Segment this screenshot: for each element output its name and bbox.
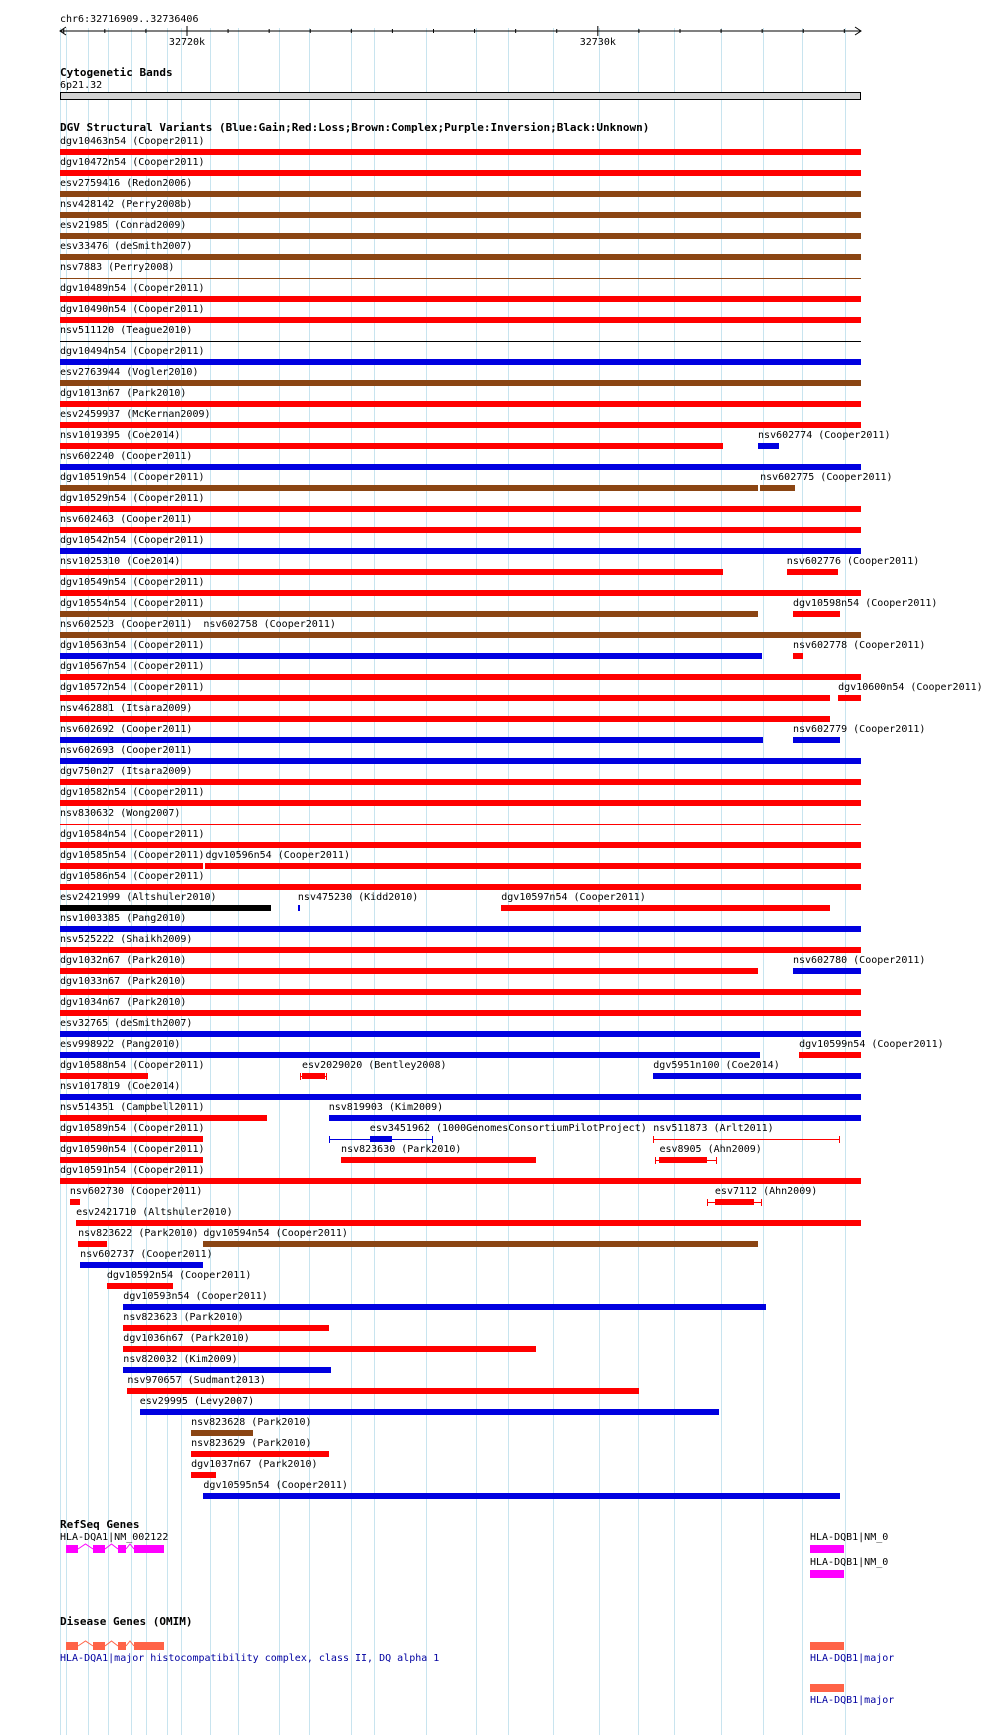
exon-block xyxy=(93,1545,105,1553)
variant-label[interactable]: nsv602780 (Cooper2011) xyxy=(792,955,926,966)
variant-label[interactable]: dgv10572n54 (Cooper2011) xyxy=(60,682,205,693)
variant-label[interactable]: nsv602758 (Cooper2011) xyxy=(203,619,336,630)
variant-label[interactable]: dgv10529n54 (Cooper2011) xyxy=(60,493,205,504)
variant-bar[interactable] xyxy=(60,1052,760,1058)
variant-bar[interactable] xyxy=(60,170,861,176)
variant-label[interactable]: nsv823623 (Park2010) xyxy=(123,1312,244,1323)
variant-bar[interactable] xyxy=(60,926,861,932)
variant-label[interactable]: nsv602774 (Cooper2011) xyxy=(758,430,891,441)
variant-bar[interactable] xyxy=(60,989,861,995)
variant-bar[interactable] xyxy=(76,1220,861,1226)
variant-label[interactable]: nsv462881 (Itsara2009) xyxy=(60,703,193,714)
variant-label[interactable]: nsv970657 (Sudmant2013) xyxy=(127,1375,266,1386)
variant-bar[interactable] xyxy=(60,359,861,365)
refseq-gene-model[interactable] xyxy=(810,1543,930,1555)
variant-bar[interactable] xyxy=(60,1031,861,1037)
variant-label[interactable]: nsv525222 (Shaikh2009) xyxy=(60,934,193,945)
variant-bar[interactable] xyxy=(787,569,838,575)
variant-bar[interactable] xyxy=(758,443,779,449)
variant-bar[interactable] xyxy=(191,1451,329,1457)
variant-bar[interactable] xyxy=(60,905,271,911)
variant-label[interactable]: nsv819903 (Kim2009) xyxy=(328,1102,444,1113)
variant-bar[interactable] xyxy=(60,1094,861,1100)
variant-label[interactable]: dgv10594n54 (Cooper2011) xyxy=(203,1228,348,1239)
variant-label[interactable]: dgv1013n67 (Park2010) xyxy=(60,388,187,399)
variant-label[interactable]: esv2763944 (Vogler2010) xyxy=(60,367,199,378)
variant-bar[interactable] xyxy=(659,1157,706,1163)
variant-bar[interactable] xyxy=(60,569,723,575)
variant-bar[interactable] xyxy=(203,1493,840,1499)
variant-label[interactable]: dgv10519n54 (Cooper2011) xyxy=(60,472,205,483)
variant-label[interactable]: dgv10494n54 (Cooper2011) xyxy=(60,346,205,357)
omim-gene-model[interactable] xyxy=(810,1682,930,1694)
variant-label[interactable]: esv2421710 (Altshuler2010) xyxy=(76,1207,233,1218)
variant-label[interactable]: nsv820032 (Kim2009) xyxy=(123,1354,238,1365)
variant-label[interactable]: dgv10489n54 (Cooper2011) xyxy=(60,283,205,294)
variant-bar[interactable] xyxy=(60,506,861,512)
variant-label[interactable]: dgv10549n54 (Cooper2011) xyxy=(60,577,205,588)
variant-label[interactable]: dgv10590n54 (Cooper2011) xyxy=(60,1144,205,1155)
exon-block xyxy=(66,1545,78,1553)
grid-line xyxy=(279,28,280,1735)
grid-line xyxy=(476,28,477,1735)
refseq-gene-model[interactable] xyxy=(60,1543,180,1555)
intron-line xyxy=(126,1544,134,1549)
variant-bar[interactable] xyxy=(60,278,861,279)
variant-label[interactable]: dgv10472n54 (Cooper2011) xyxy=(60,157,205,168)
variant-bar[interactable] xyxy=(60,824,861,825)
variant-bar[interactable] xyxy=(760,485,795,491)
variant-bar[interactable] xyxy=(60,254,861,260)
variant-label[interactable]: nsv602775 (Cooper2011) xyxy=(760,472,893,483)
exon-block xyxy=(810,1545,844,1553)
variant-label[interactable]: nsv602778 (Cooper2011) xyxy=(792,640,926,651)
variant-bar[interactable] xyxy=(60,296,861,302)
variant-label[interactable]: esv2759416 (Redon2006) xyxy=(60,178,193,189)
variant-label[interactable]: esv2459937 (McKernan2009) xyxy=(60,409,211,420)
variant-label[interactable]: dgv10585n54 (Cooper2011) xyxy=(60,850,205,861)
variant-bar[interactable] xyxy=(60,968,758,974)
omim-track-title: Disease Genes (OMIM) xyxy=(60,1615,193,1628)
variant-bar[interactable] xyxy=(60,611,758,617)
refseq-gene-label[interactable]: HLA-DQB1|NM_0 xyxy=(810,1557,889,1568)
variant-label[interactable]: esv7112 (Ahn2009) xyxy=(714,1186,818,1197)
grid-line xyxy=(599,28,600,1735)
variant-label[interactable]: dgv10567n54 (Cooper2011) xyxy=(60,661,205,672)
variant-bar[interactable] xyxy=(793,611,840,617)
refseq-track-title: RefSeq Genes xyxy=(60,1518,140,1531)
omim-gene-model[interactable] xyxy=(60,1640,180,1652)
variant-bar[interactable] xyxy=(205,863,861,869)
variant-label[interactable]: dgv10597n54 (Cooper2011) xyxy=(501,892,646,903)
variant-label[interactable]: dgv10595n54 (Cooper2011) xyxy=(203,1480,348,1491)
grid-line xyxy=(426,28,427,1735)
variant-bar[interactable] xyxy=(715,1199,754,1205)
variant-whisker-cap xyxy=(716,1157,717,1164)
variant-bar[interactable] xyxy=(501,905,830,911)
variant-label[interactable]: esv3451962 (1000GenomesConsortiumPilotProject) xyxy=(369,1123,647,1134)
variant-label[interactable]: dgv10588n54 (Cooper2011) xyxy=(60,1060,205,1071)
intron-line xyxy=(78,1544,93,1549)
variant-label[interactable]: dgv10554n54 (Cooper2011) xyxy=(60,598,205,609)
variant-bar[interactable] xyxy=(127,1388,638,1394)
variant-label[interactable]: dgv10600n54 (Cooper2011) xyxy=(838,682,983,693)
variant-label[interactable]: esv8905 (Ahn2009) xyxy=(659,1144,762,1155)
ruler-tick-label: 32720k xyxy=(168,37,206,48)
grid-line xyxy=(238,28,239,1735)
variant-label[interactable]: dgv5951n100 (Coe2014) xyxy=(653,1060,780,1071)
variant-bar[interactable] xyxy=(123,1304,766,1310)
grid-line xyxy=(802,28,803,1735)
variant-label[interactable]: nsv602692 (Cooper2011) xyxy=(60,724,193,735)
grid-line xyxy=(210,28,211,1735)
variant-bar[interactable] xyxy=(793,653,803,659)
variant-bar[interactable] xyxy=(123,1367,330,1373)
variant-label[interactable]: dgv10542n54 (Cooper2011) xyxy=(60,535,205,546)
variant-label[interactable]: nsv514351 (Campbell2011) xyxy=(60,1102,205,1113)
variant-bar[interactable] xyxy=(298,905,300,911)
variant-label[interactable]: nsv830632 (Wong2007) xyxy=(60,808,181,819)
variant-bar[interactable] xyxy=(799,1052,861,1058)
variant-label[interactable]: esv33476 (deSmith2007) xyxy=(60,241,193,252)
variant-label[interactable]: dgv10463n54 (Cooper2011) xyxy=(60,136,205,147)
variant-label[interactable]: nsv511120 (Teague2010) xyxy=(60,325,193,336)
variant-whisker-cap xyxy=(432,1136,433,1143)
variant-label[interactable]: nsv602730 (Cooper2011) xyxy=(69,1186,203,1197)
variant-label[interactable]: dgv10598n54 (Cooper2011) xyxy=(792,598,938,609)
variant-bar[interactable] xyxy=(140,1409,719,1415)
variant-label[interactable]: esv32765 (deSmith2007) xyxy=(60,1018,193,1029)
variant-bar[interactable] xyxy=(60,401,861,407)
grid-line xyxy=(553,28,554,1735)
variant-label[interactable]: nsv1003385 (Pang2010) xyxy=(60,913,187,924)
variant-label[interactable]: nsv1019395 (Coe2014) xyxy=(60,430,181,441)
intron-line xyxy=(78,1641,93,1646)
variant-label[interactable]: nsv602776 (Cooper2011) xyxy=(786,556,920,567)
variant-label[interactable]: dgv1037n67 (Park2010) xyxy=(191,1459,318,1470)
variant-bar[interactable] xyxy=(60,1157,203,1163)
exon-block xyxy=(118,1642,126,1650)
grid-line xyxy=(374,28,375,1735)
variant-label[interactable]: nsv475230 (Kidd2010) xyxy=(297,892,419,903)
variant-label[interactable]: nsv602463 (Cooper2011) xyxy=(60,514,193,525)
variant-bar[interactable] xyxy=(60,422,861,428)
variant-label[interactable]: nsv823622 (Park2010) xyxy=(78,1228,199,1239)
variant-whisker-cap xyxy=(326,1073,327,1080)
refseq-gene-model[interactable] xyxy=(810,1568,930,1580)
variant-bar[interactable] xyxy=(60,527,861,533)
variant-bar[interactable] xyxy=(60,716,830,722)
grid-line xyxy=(508,28,509,1735)
variant-label[interactable]: dgv10490n54 (Cooper2011) xyxy=(60,304,205,315)
variant-label[interactable]: dgv10582n54 (Cooper2011) xyxy=(60,787,205,798)
variant-bar[interactable] xyxy=(60,737,763,743)
variant-bar[interactable] xyxy=(60,653,762,659)
variant-bar[interactable] xyxy=(329,1115,861,1121)
variant-bar[interactable] xyxy=(203,1241,758,1247)
dgv-track-title: DGV Structural Variants (Blue:Gain;Red:Loss;Brown:Complex;Purple:Inversion;Black:Unknown) xyxy=(60,121,650,134)
grid-line xyxy=(351,28,352,1735)
variant-bar[interactable] xyxy=(123,1346,536,1352)
variant-bar[interactable] xyxy=(107,1283,173,1289)
ruler xyxy=(0,24,890,48)
variant-bar[interactable] xyxy=(60,485,758,491)
exon-block xyxy=(810,1684,844,1692)
variant-bar[interactable] xyxy=(60,632,861,638)
variant-bar[interactable] xyxy=(60,341,861,342)
variant-label[interactable]: esv998922 (Pang2010) xyxy=(60,1039,181,1050)
variant-whisker-cap xyxy=(300,1073,301,1080)
exon-block xyxy=(134,1545,164,1553)
variant-bar[interactable] xyxy=(60,464,861,470)
variant-bar[interactable] xyxy=(123,1325,328,1331)
variant-bar[interactable] xyxy=(60,590,861,596)
variant-label[interactable]: nsv1025310 (Coe2014) xyxy=(60,556,181,567)
variant-label[interactable]: nsv7883 (Perry2008) xyxy=(60,262,175,273)
omim-gene-label[interactable]: HLA-DQB1|major xyxy=(810,1695,895,1706)
variant-bar[interactable] xyxy=(370,1136,393,1142)
exon-block xyxy=(134,1642,164,1650)
variant-bar[interactable] xyxy=(793,968,861,974)
variant-label[interactable]: dgv10591n54 (Cooper2011) xyxy=(60,1165,205,1176)
variant-label[interactable]: dgv1034n67 (Park2010) xyxy=(60,997,187,1008)
variant-label[interactable]: nsv428142 (Perry2008b) xyxy=(60,199,193,210)
variant-bar[interactable] xyxy=(653,1139,840,1140)
variant-label[interactable]: dgv1032n67 (Park2010) xyxy=(60,955,187,966)
variant-bar[interactable] xyxy=(60,758,861,764)
intron-line xyxy=(105,1641,118,1646)
variant-whisker-cap xyxy=(329,1136,330,1143)
omim-gene-label[interactable]: HLA-DQA1|major histocompatibility complex, class II, DQ alpha 1 xyxy=(60,1653,440,1664)
variant-label[interactable]: dgv1033n67 (Park2010) xyxy=(60,976,187,987)
variant-bar[interactable] xyxy=(191,1430,253,1436)
omim-gene-model[interactable] xyxy=(810,1640,930,1652)
variant-bar[interactable] xyxy=(60,842,861,848)
variant-whisker-cap xyxy=(655,1157,656,1164)
variant-bar[interactable] xyxy=(70,1199,80,1205)
variant-label[interactable]: nsv602779 (Cooper2011) xyxy=(792,724,926,735)
variant-bar[interactable] xyxy=(60,1178,861,1184)
variant-label[interactable]: nsv602693 (Cooper2011) xyxy=(60,745,193,756)
variant-bar[interactable] xyxy=(60,1073,148,1079)
variant-label[interactable]: dgv10599n54 (Cooper2011) xyxy=(799,1039,944,1050)
variant-bar[interactable] xyxy=(60,800,861,806)
variant-label[interactable]: dgv10596n54 (Cooper2011) xyxy=(205,850,350,861)
variant-label[interactable]: dgv750n27 (Itsara2009) xyxy=(60,766,193,777)
variant-label[interactable]: nsv602737 (Cooper2011) xyxy=(80,1249,213,1260)
variant-label[interactable]: nsv823630 (Park2010) xyxy=(341,1144,462,1155)
variant-bar[interactable] xyxy=(78,1241,107,1247)
variant-bar[interactable] xyxy=(80,1262,203,1268)
variant-label[interactable]: nsv602240 (Cooper2011) xyxy=(60,451,193,462)
variant-label[interactable]: dgv10584n54 (Cooper2011) xyxy=(60,829,205,840)
grid-line xyxy=(309,28,310,1735)
cytoband-bar[interactable] xyxy=(60,92,861,100)
omim-gene-label[interactable]: HLA-DQB1|major xyxy=(810,1653,895,1664)
exon-block xyxy=(93,1642,105,1650)
exon-block xyxy=(118,1545,126,1553)
variant-label[interactable]: nsv511873 (Arlt2011) xyxy=(653,1123,774,1134)
variant-bar[interactable] xyxy=(60,779,861,785)
grid-line xyxy=(721,28,722,1735)
variant-bar[interactable] xyxy=(60,1010,861,1016)
variant-label[interactable]: dgv10563n54 (Cooper2011) xyxy=(60,640,205,651)
variant-label[interactable]: nsv823628 (Park2010) xyxy=(191,1417,312,1428)
region-label: chr6:32716909..32736406 xyxy=(60,14,199,25)
exon-block xyxy=(810,1570,844,1578)
variant-bar[interactable] xyxy=(838,695,861,701)
intron-line xyxy=(105,1544,118,1549)
variant-bar[interactable] xyxy=(60,443,723,449)
variant-label[interactable]: esv29995 (Levy2007) xyxy=(139,1396,255,1407)
variant-bar[interactable] xyxy=(60,380,861,386)
variant-bar[interactable] xyxy=(60,317,861,323)
variant-bar[interactable] xyxy=(60,191,861,197)
variant-bar[interactable] xyxy=(60,548,861,554)
variant-bar[interactable] xyxy=(60,695,830,701)
variant-bar[interactable] xyxy=(60,233,861,239)
variant-label[interactable]: dgv10586n54 (Cooper2011) xyxy=(60,871,205,882)
variant-bar[interactable] xyxy=(341,1157,536,1163)
refseq-gene-label[interactable]: HLA-DQA1|NM_002122 xyxy=(60,1532,169,1543)
variant-bar[interactable] xyxy=(653,1073,861,1079)
grid-line xyxy=(845,28,846,1735)
variant-bar[interactable] xyxy=(60,863,203,869)
variant-bar[interactable] xyxy=(793,737,840,743)
variant-bar[interactable] xyxy=(60,212,861,218)
variant-bar[interactable] xyxy=(60,149,861,155)
grid-line xyxy=(763,28,764,1735)
variant-label[interactable]: dgv10592n54 (Cooper2011) xyxy=(106,1270,252,1281)
variant-bar[interactable] xyxy=(60,674,861,680)
exon-block xyxy=(66,1642,78,1650)
cytoband-label: 6p21.32 xyxy=(60,80,103,91)
grid-line xyxy=(674,28,675,1735)
variant-label[interactable]: dgv10589n54 (Cooper2011) xyxy=(60,1123,205,1134)
variant-label[interactable]: nsv602523 (Cooper2011) xyxy=(60,619,193,630)
ruler-tick-label: 32730k xyxy=(579,37,616,48)
variant-label[interactable]: esv2029020 (Bentley2008) xyxy=(302,1060,447,1071)
variant-bar[interactable] xyxy=(60,1136,203,1142)
intron-line xyxy=(126,1641,134,1646)
exon-block xyxy=(810,1642,844,1650)
variant-label[interactable]: dgv1036n67 (Park2010) xyxy=(123,1333,250,1344)
variant-label[interactable]: nsv823629 (Park2010) xyxy=(191,1438,312,1449)
grid-line xyxy=(638,28,639,1735)
cytoband-title: Cytogenetic Bands xyxy=(60,66,173,79)
variant-label[interactable]: dgv10593n54 (Cooper2011) xyxy=(123,1291,268,1302)
variant-bar[interactable] xyxy=(191,1472,216,1478)
variant-bar[interactable] xyxy=(60,884,861,890)
variant-label[interactable]: esv21985 (Conrad2009) xyxy=(60,220,187,231)
variant-bar[interactable] xyxy=(60,947,861,953)
variant-whisker-cap xyxy=(707,1199,708,1206)
variant-bar[interactable] xyxy=(302,1073,325,1079)
variant-label[interactable]: nsv1017819 (Coe2014) xyxy=(60,1081,181,1092)
variant-label[interactable]: esv2421999 (Altshuler2010) xyxy=(60,892,217,903)
refseq-gene-label[interactable]: HLA-DQB1|NM_0 xyxy=(810,1532,889,1543)
variant-whisker-cap xyxy=(761,1199,762,1206)
variant-bar[interactable] xyxy=(60,1115,267,1121)
